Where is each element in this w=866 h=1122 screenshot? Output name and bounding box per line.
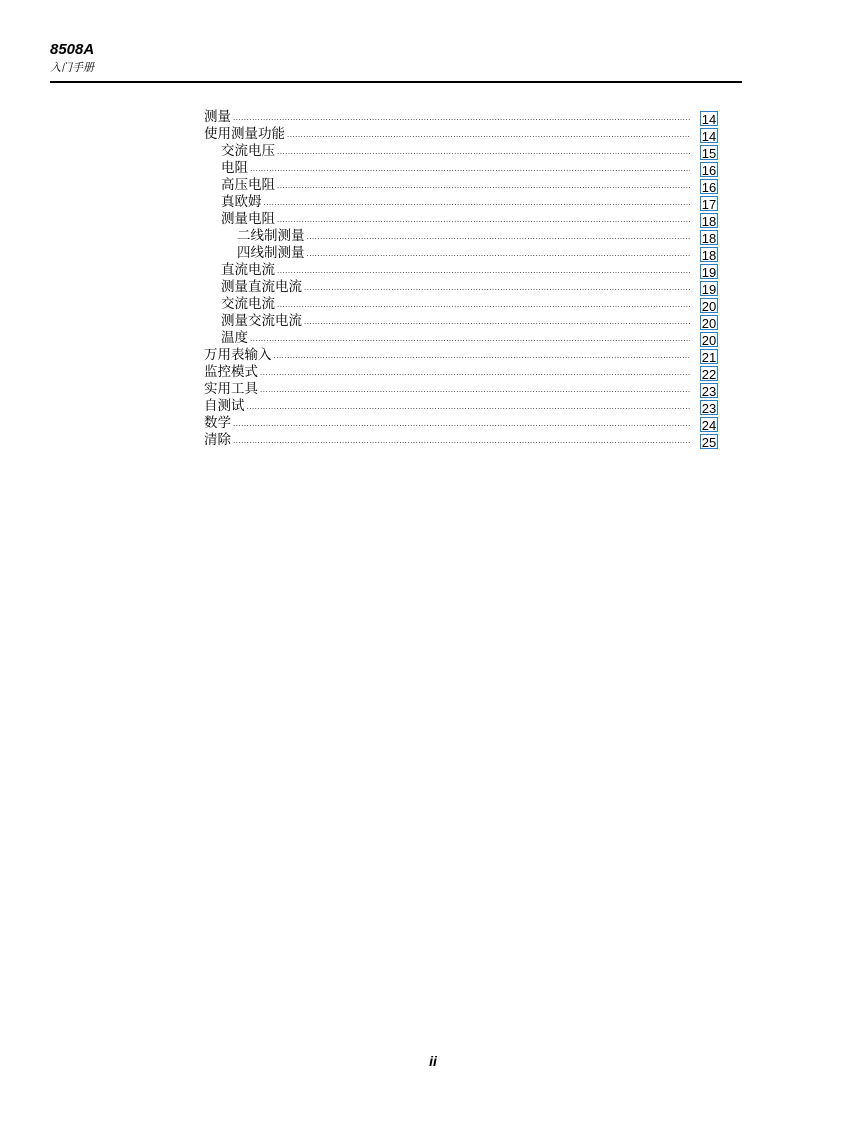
toc-entry-title: 数学: [204, 415, 231, 431]
dot-leader: [277, 147, 690, 157]
dot-leader: [307, 249, 691, 259]
toc-page-link[interactable]: 18: [701, 248, 717, 263]
toc-entry: [204, 143, 718, 160]
dot-leader: [287, 130, 690, 140]
toc-page-link[interactable]: 16: [701, 163, 717, 178]
toc-page-link[interactable]: 14: [701, 129, 717, 144]
toc-entry-title: 四线制测量: [237, 245, 305, 261]
toc-entry-title: 高压电阻: [221, 177, 275, 193]
toc-entry: [204, 160, 718, 177]
toc-entry: [204, 194, 718, 211]
toc-page-link[interactable]: 25: [701, 435, 717, 450]
toc-entry: [204, 177, 718, 194]
page-header: [50, 41, 744, 75]
toc-page-link[interactable]: 19: [701, 265, 717, 280]
dot-leader: [277, 300, 690, 310]
toc-page-link[interactable]: 18: [701, 231, 717, 246]
toc-entry-title: 测量电阻: [221, 211, 275, 227]
toc-entry-title: 真欧姆: [221, 194, 262, 210]
toc-entry-title: 交流电压: [221, 143, 275, 159]
toc-page-link[interactable]: 19: [701, 282, 717, 297]
toc-page-link[interactable]: 17: [701, 197, 717, 212]
dot-leader: [307, 232, 691, 242]
dot-leader: [260, 385, 690, 395]
dot-leader: [304, 317, 690, 327]
toc-entry: [204, 347, 718, 364]
toc-entry-title: 自测试: [204, 398, 245, 414]
manual-title: 入门手册: [50, 61, 94, 74]
toc-page-link[interactable]: 23: [701, 401, 717, 416]
toc-entry: [204, 364, 718, 381]
dot-leader: [264, 198, 691, 208]
dot-leader: [274, 351, 691, 361]
dot-leader: [304, 283, 690, 293]
toc-entry: [204, 381, 718, 398]
toc-entry-title: 实用工具: [204, 381, 258, 397]
toc-entry-title: 直流电流: [221, 262, 275, 278]
dot-leader: [247, 402, 691, 412]
dot-leader: [260, 368, 690, 378]
dot-leader: [277, 181, 690, 191]
dot-leader: [233, 419, 690, 429]
toc-page-link[interactable]: 20: [701, 299, 717, 314]
toc-entry-title: 使用测量功能: [204, 126, 285, 142]
toc-page-link[interactable]: 22: [701, 367, 717, 382]
model-name: 8508A: [50, 41, 95, 58]
toc-entry: [204, 279, 718, 296]
page-number: ii: [429, 1053, 437, 1069]
toc-entry: [204, 296, 718, 313]
toc-page-link[interactable]: 23: [701, 384, 717, 399]
toc-page-link[interactable]: 21: [701, 350, 717, 365]
toc-entry-title: 监控模式: [204, 364, 258, 380]
dot-leader: [250, 334, 690, 344]
toc-entry: [204, 211, 718, 228]
toc-entry-title: 测量交流电流: [221, 313, 302, 329]
toc-entry: [204, 228, 718, 245]
toc-page-link[interactable]: 15: [701, 146, 717, 161]
toc-entry-title: 温度: [221, 330, 248, 346]
dot-leader: [277, 266, 690, 276]
toc-page-link[interactable]: 14: [701, 112, 717, 127]
toc-entry-title: 二线制测量: [237, 228, 305, 244]
toc-entry-title: 测量直流电流: [221, 279, 302, 295]
toc-page-link[interactable]: 20: [701, 333, 717, 348]
toc-entry: [204, 415, 718, 432]
toc-entry: [204, 109, 718, 126]
toc-page-link[interactable]: 18: [701, 214, 717, 229]
dot-leader: [250, 164, 690, 174]
toc-entry-title: 电阻: [221, 160, 248, 176]
dot-leader: [233, 436, 690, 446]
toc-entry: [204, 398, 718, 415]
dot-leader: [233, 113, 690, 123]
toc-entry-title: 测量: [204, 109, 231, 125]
toc-entry: [204, 313, 718, 330]
toc-entry: [204, 245, 718, 262]
toc-entry: [204, 330, 718, 347]
toc-entry-title: 万用表输入: [204, 347, 272, 363]
dot-leader: [277, 215, 690, 225]
toc-page-link[interactable]: 24: [701, 418, 717, 433]
header-rule: [50, 81, 742, 83]
toc-entry: [204, 262, 718, 279]
toc-entry-title: 清除: [204, 432, 231, 448]
table-of-contents: [204, 109, 718, 449]
toc-entry: [204, 126, 718, 143]
toc-page-link[interactable]: 20: [701, 316, 717, 331]
toc-entry: [204, 432, 718, 449]
toc-entry-title: 交流电流: [221, 296, 275, 312]
toc-page-link[interactable]: 16: [701, 180, 717, 195]
